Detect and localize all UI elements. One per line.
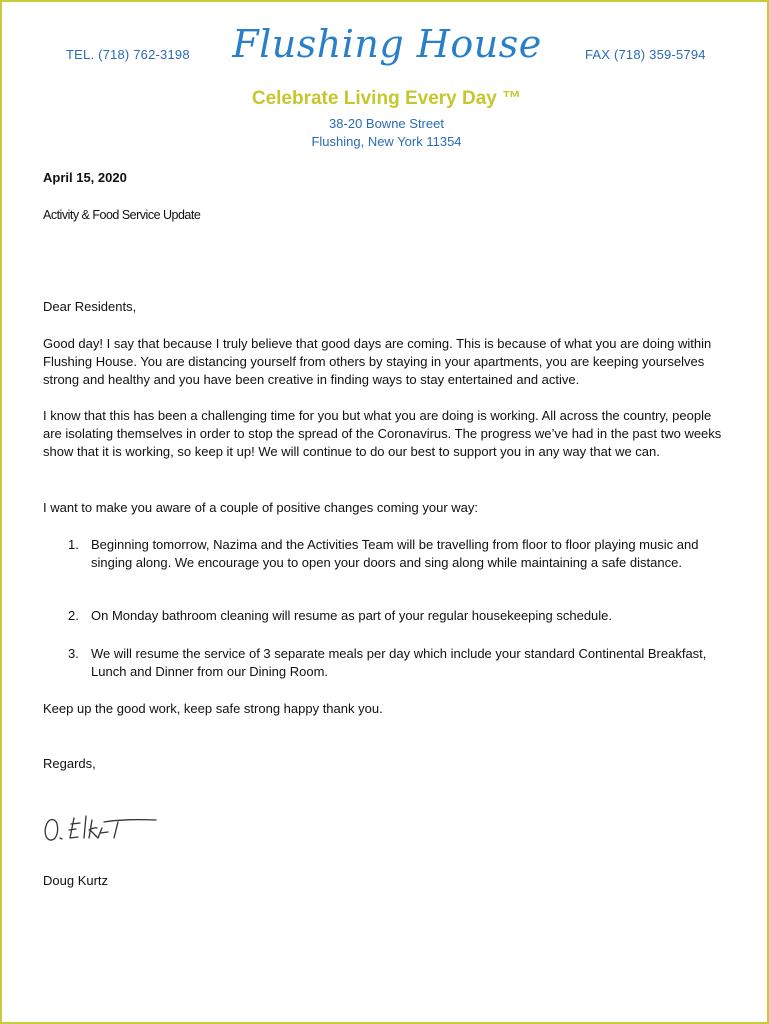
list-item-text: On Monday bathroom cleaning will resume as part of your regular housekeeping schedule. bbox=[91, 608, 613, 623]
list-item-number: 2. bbox=[68, 608, 79, 623]
letter-subject: Activity & Food Service Update bbox=[43, 208, 201, 222]
paragraph-3: I want to make you aware of a couple of positive changes coming your way: bbox=[43, 500, 479, 515]
signer-name: Doug Kurtz bbox=[43, 873, 109, 888]
address-street: 38-20 Bowne Street bbox=[329, 116, 444, 131]
flushing-house-logo: Flushing House bbox=[232, 22, 542, 66]
paragraph-2: I know that this has been a challenging time for you but what you are doing is working. All across the country, people are isolating themselves in order to stop the spread of the Coronavirus. The progress we’ve had in the past two weeks show that it is working, so keep it up! We will continue to do our best to support you in any way that we can. bbox=[43, 408, 722, 459]
header-phone: TEL. (718) 762-3198 bbox=[66, 47, 190, 62]
header-fax: FAX (718) 359-5794 bbox=[585, 47, 706, 62]
list-item-number: 1. bbox=[68, 537, 79, 552]
closing-line: Keep up the good work, keep safe strong happy thank you. bbox=[43, 701, 383, 716]
letter-date: April 15, 2020 bbox=[43, 170, 127, 185]
salutation: Dear Residents, bbox=[43, 299, 137, 314]
paragraph-1: Good day! I say that because I truly believe that good days are coming. This is because of what you are doing within Flushing House. You are distancing yourself from others by staying in your apartments, you are keeping yourselves strong and healthy and you have been creative in finding ways to stay entertained and active. bbox=[43, 336, 712, 387]
list-item-text: We will resume the service of 3 separate meals per day which include your standard Continental Breakfast, Lunch and Dinner from our Dining Room. bbox=[91, 646, 707, 679]
handwritten-signature bbox=[40, 808, 170, 848]
regards: Regards, bbox=[43, 756, 96, 771]
list-item-number: 3. bbox=[68, 646, 79, 661]
tagline: Celebrate Living Every Day ™ bbox=[251, 88, 522, 109]
address-city: Flushing, New York 11354 bbox=[311, 134, 462, 149]
list-item-text: Beginning tomorrow, Nazima and the Activities Team will be travelling from floor to floor playing music and singing along. We encourage you to open your doors and sing along while maintaining a safe distance. bbox=[91, 537, 699, 570]
